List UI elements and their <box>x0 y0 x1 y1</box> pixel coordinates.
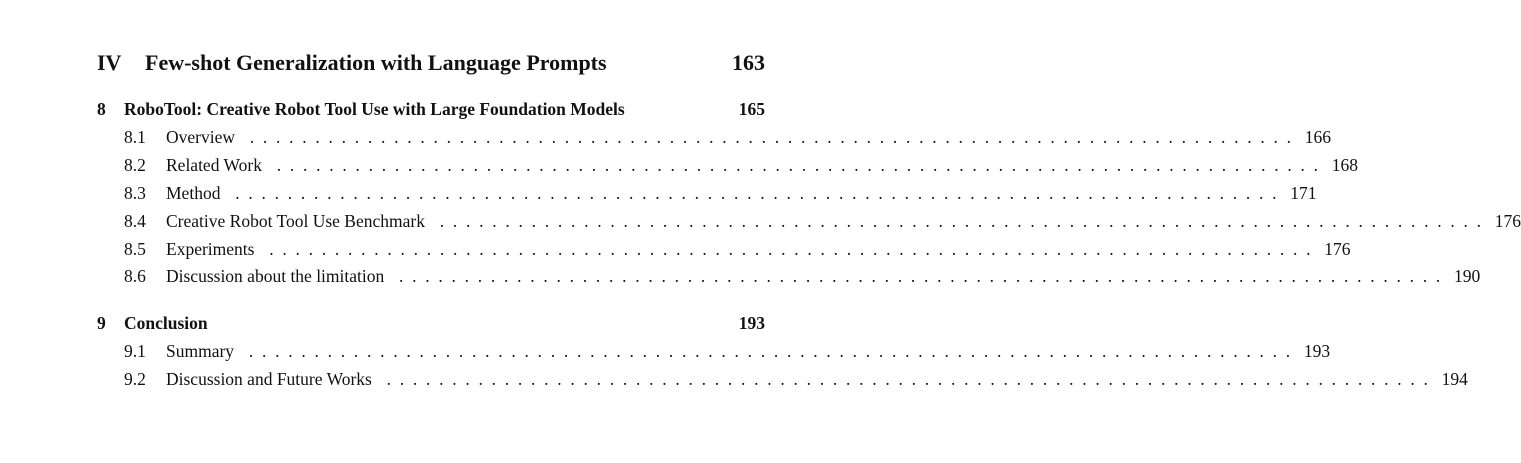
section-title: Creative Robot Tool Use Benchmark <box>166 211 425 231</box>
dot-leader: . . . . . . . . . . . . . . . . . . . . . . . . . . . . . . . . . . . . . . . . . . . . . . . . . . . . . . . . . . . . . . . . . . . . . . . . . . . . . . . . <box>240 341 1291 361</box>
section-number: 8.4 <box>124 211 146 231</box>
dot-leader: . . . . . . . . . . . . . . . . . . . . . . . . . . . . . . . . . . . . . . . . . . . . . . . . . . . . . . . . . . . . . . . . . . . . . . . . . . . . . . . . <box>241 127 1292 147</box>
part-title: Few-shot Generalization with Language Prompts <box>145 50 607 75</box>
section-number: 8.5 <box>124 239 146 259</box>
section-page-number: 168 <box>1331 155 1358 175</box>
toc-section-entry[interactable] <box>124 154 1358 176</box>
section-number: 8.6 <box>124 266 146 286</box>
toc-section-entry[interactable] <box>124 265 1481 287</box>
section-page-number: 166 <box>1304 127 1332 147</box>
chapter-number: 9 <box>97 313 106 333</box>
part-number: IV <box>97 50 122 75</box>
section-page-number: 193 <box>1303 341 1331 361</box>
chapter-number: 8 <box>97 99 106 119</box>
section-number: 9.2 <box>124 369 146 389</box>
section-title: Overview <box>166 127 236 147</box>
section-title: Discussion and Future Works <box>166 369 372 389</box>
toc-section-entry[interactable] <box>124 238 1351 260</box>
toc-section-entry[interactable] <box>124 340 1331 362</box>
toc-section-entry[interactable] <box>124 126 1332 148</box>
chapter-title: Conclusion <box>124 313 208 333</box>
section-page-number: 176 <box>1324 239 1351 259</box>
chapter-page-number: 193 <box>738 313 765 333</box>
dot-leader: . . . . . . . . . . . . . . . . . . . . . . . . . . . . . . . . . . . . . . . . . . . . . . . . . . . . . . . . . . . . . . . . . . . . . . . . . . . . . . . . <box>267 155 1318 175</box>
section-page-number: 190 <box>1454 266 1481 286</box>
toc-section-entry[interactable] <box>124 182 1317 204</box>
section-title: Discussion about the limitation <box>166 266 385 286</box>
section-page-number: 194 <box>1441 369 1468 389</box>
dot-leader: . . . . . . . . . . . . . . . . . . . . . . . . . . . . . . . . . . . . . . . . . . . . . . . . . . . . . . . . . . . . . . . . . . . . . . . . . . . . . . . . <box>260 239 1311 259</box>
toc-chapter-entry[interactable] <box>97 98 765 120</box>
section-page-number: 171 <box>1290 183 1317 203</box>
chapter-page-number: 165 <box>738 99 765 119</box>
dot-leader: . . . . . . . . . . . . . . . . . . . . . . . . . . . . . . . . . . . . . . . . . . . . . . . . . . . . . . . . . . . . . . . . . . . . . . . . . . . . . . . . <box>226 183 1277 203</box>
section-number: 9.1 <box>124 341 146 361</box>
section-title: Summary <box>166 341 235 361</box>
chapter-title: RoboTool: Creative Robot Tool Use with Large Foundation Models <box>124 99 625 119</box>
section-title: Method <box>166 183 221 203</box>
section-number: 8.1 <box>124 127 146 147</box>
section-title: Experiments <box>166 239 255 259</box>
section-title: Related Work <box>166 155 262 175</box>
toc-part-entry[interactable] <box>97 49 765 77</box>
dot-leader: . . . . . . . . . . . . . . . . . . . . . . . . . . . . . . . . . . . . . . . . . . . . . . . . . . . . . . . . . . . . . . . . . . . . . . . . . . . . . . . . <box>430 211 1481 231</box>
dot-leader: . . . . . . . . . . . . . . . . . . . . . . . . . . . . . . . . . . . . . . . . . . . . . . . . . . . . . . . . . . . . . . . . . . . . . . . . . . . . . . . . <box>377 369 1428 389</box>
part-page-number: 163 <box>732 50 765 75</box>
toc-section-entry[interactable] <box>124 210 1521 232</box>
section-number: 8.2 <box>124 155 146 175</box>
toc-chapter-entry[interactable] <box>97 312 765 334</box>
section-number: 8.3 <box>124 183 146 203</box>
toc-section-entry[interactable] <box>124 368 1468 390</box>
section-page-number: 176 <box>1494 211 1521 231</box>
dot-leader: . . . . . . . . . . . . . . . . . . . . . . . . . . . . . . . . . . . . . . . . . . . . . . . . . . . . . . . . . . . . . . . . . . . . . . . . . . . . . . . . <box>390 266 1441 286</box>
